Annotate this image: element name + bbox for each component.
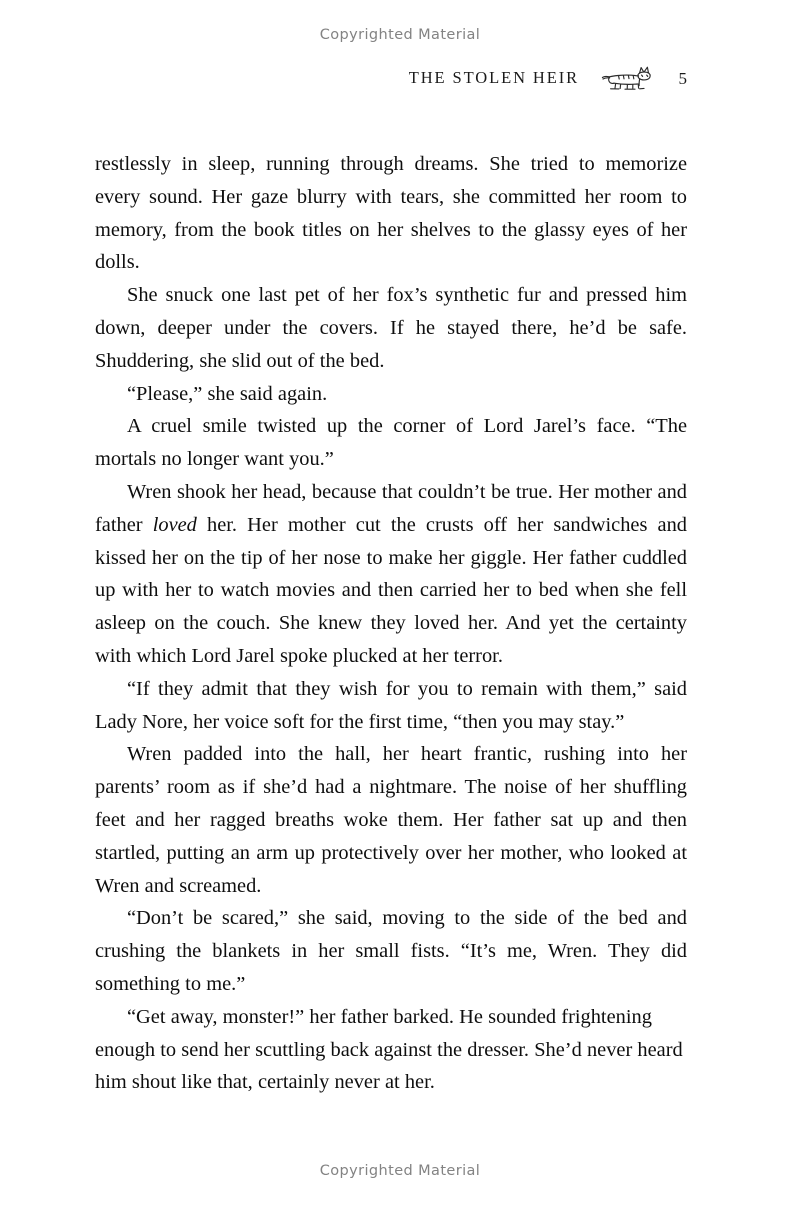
paragraph: Wren padded into the hall, her heart frantic, rushing into her parents’ room as if she’d had a nightmare. The noise of her shuffling feet and her ragged breaths woke them. Her father sat up and then startled, putting an arm up protectively over her mother, who looked at Wren and screamed. <box>95 743 687 897</box>
paragraph: “Please,” she said again. <box>127 382 328 405</box>
running-head-title: THE STOLEN HEIR <box>408 67 579 87</box>
watermark-top: Copyrighted Material <box>319 27 481 43</box>
paragraph: A cruel smile twisted up the corner of Lord Jarel’s face. “The mortals no longer want you.” <box>95 415 687 471</box>
paragraph-with-emphasis <box>95 476 687 673</box>
paragraph: “If they admit that they wish for you to remain with them,” said Lady Nore, her voice soft for the first time, “then you may stay.” <box>95 677 687 733</box>
watermark-bottom: Copyrighted Material <box>319 1163 481 1179</box>
paragraph: restlessly in sleep, running through dreams. She tried to memorize every sound. Her gaze blurry with tears, she committed her room to memory, from the book titles on her shelves to the glassy eyes of her dolls. <box>95 153 687 274</box>
page-number: 5 <box>678 68 687 88</box>
paragraph: “Don’t be scared,” she said, moving to the side of the bed and crushing the blankets in her small fists. “It’s me, Wren. They did something to me.” <box>95 907 687 995</box>
running-head <box>95 63 687 93</box>
body-text <box>95 148 687 1099</box>
paragraph: She snuck one last pet of her fox’s synthetic fur and pressed him down, deeper under the covers. If he stayed there, he’d be safe. Shuddering, she slid out of the bed. <box>95 284 687 372</box>
cat-ornament-icon <box>601 63 653 93</box>
paragraph-text-after-emphasis: her. Her mother cut the crusts off her sandwiches and kissed her on the tip of her nose to make her giggle. Her father cuddled up with her to watch movies and then carried her to bed when she fell asleep on the couch. She knew they loved her. And yet the certainty with which Lord Jarel spoke plucked at her terror. <box>95 513 687 667</box>
paragraph-text-before-emphasis: Wren shook her head, because that couldn’t be true. Her mother and father <box>95 480 687 536</box>
paragraph: “Get away, monster!” her father barked. He sounded frightening enough to send her scuttling back against the dresser. She’d never heard him shout like that, certainly never at her. <box>95 1005 683 1094</box>
emphasized-word: loved <box>152 513 197 536</box>
